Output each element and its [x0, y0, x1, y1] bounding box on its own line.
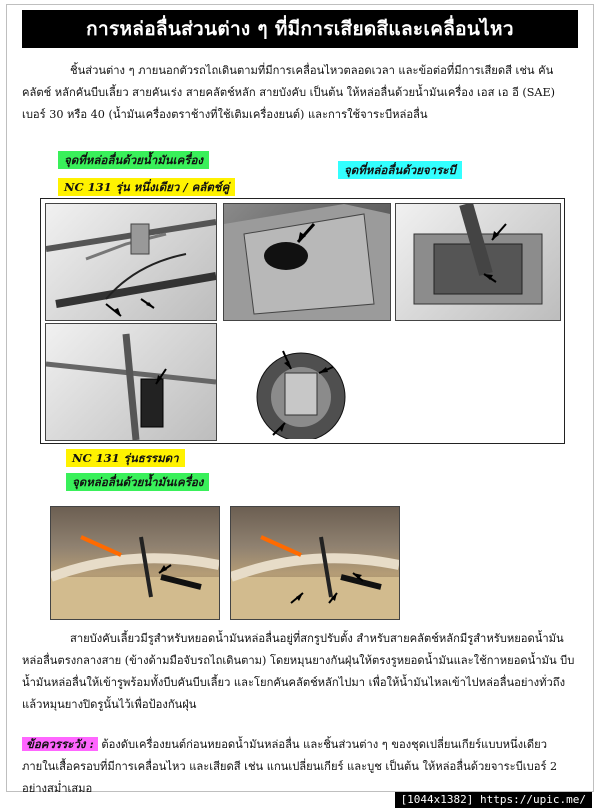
oil-points-label-2: จุดหล่อลื่นด้วยน้ำมันเครื่อง [66, 473, 209, 491]
photo-brake-lever [45, 323, 217, 441]
model-standard-label: NC 131 รุ่นธรรมดา [66, 449, 185, 467]
photo-inner-gear-area [223, 323, 559, 439]
photo-standard-handle-1 [50, 506, 220, 620]
photo-standard-handle-2 [230, 506, 400, 620]
photo-handle-levers [45, 203, 217, 321]
grease-points-label: จุดที่หล่อลื่นด้วยจาระบี [338, 161, 462, 179]
caution-label: ข้อควรระวัง : [22, 737, 98, 751]
photo-gear-shift [395, 203, 561, 321]
body-paragraph: สายบังคับเลี้ยวมีรูสำหรับหยอดน้ำมันหล่อลื่นอยู่ที่สกรูปรับตั้ง สำหรับสายคลัตช์หลักมีรูสำหรับหยอดน้ำมันหล่อลื่นตรงกลางสาย (ข้างด้ามมือจับรถไถเดินตาม) โดยหมุนยางกันฝุ่นให้ตรงรูหยอดน้ำมันและใช้กาหยอดน้ำมัน บีบน้ำมันหล่อลื่นให้เข้ารูพร้อมทั้งบีบคันบีบเลี้ยว และโยกคันคลัตช์หลักไปมา เพื่อให้น้ำมันไหลเข้าไปหล่อลื่นอย่างทั่วถึง แล้วหมุนยางปิดรูนั้นไว้เพื่อป้องกันฝุ่น [22, 632, 575, 711]
oil-points-label: จุดที่หล่อลื่นด้วยน้ำมันเครื่อง [58, 151, 209, 169]
photo-gear-cover [223, 203, 391, 321]
gear-shift-illustration [396, 204, 560, 320]
brake-lever-illustration [46, 324, 216, 440]
page-title [22, 10, 578, 48]
caution-text: ต้องดับเครื่องยนต์ก่อนหยอดน้ำมันหล่อลื่น และชิ้นส่วนต่าง ๆ ของชุดเปลี่ยนเกียร์แบบหนึ่งเดียวภายในเสื้อครอบที่มีการเคลื่อนไหว และเสียดสี เช่น แกนเปลี่ยนเกียร์ และบูช เป็นต้น ให้หล่อลื่นด้วยจาระบีเบอร์ 2 อย่างสม่ำเสมอ [22, 738, 558, 795]
model-single-double-label: NC 131 รุ่น หนึ่งเดียว / คลัตช์คู่ [58, 178, 235, 196]
photo-frame-bottom [40, 498, 563, 622]
inner-gear-illustration [223, 323, 559, 439]
standard-handle-1-illustration [51, 507, 219, 619]
handle-levers-illustration [46, 204, 216, 320]
standard-handle-2-illustration [231, 507, 399, 619]
photo-frame-top [40, 198, 565, 444]
footer-watermark: [1044x1382] https://upic.me/ [395, 792, 592, 808]
page-title-text: การหล่อลื่นส่วนต่าง ๆ ที่มีการเสียดสีและเคลื่อนไหว [86, 18, 514, 40]
intro-paragraph: ชิ้นส่วนต่าง ๆ ภายนอกตัวรถไถเดินตามที่มีการเคลื่อนไหวตลอดเวลา และข้อต่อที่มีการเสียดสี เช่น คันคลัตช์ หลักคันบีบเลี้ยว สายคันเร่ง สายคลัตช์หลัก สายบังคับ เป็นต้น ให้หล่อลื่นด้วยน้ำมันเครื่อง เอส เอ อี (SAE) เบอร์ 30 หรือ 40 (น้ำมันเครื่องตราช้างที่ใช้เติมเครื่องยนต์) และการใช้จาระบีหล่อลื่น [22, 64, 555, 121]
gear-cover-illustration [224, 204, 390, 320]
caution-paragraph [22, 734, 578, 800]
